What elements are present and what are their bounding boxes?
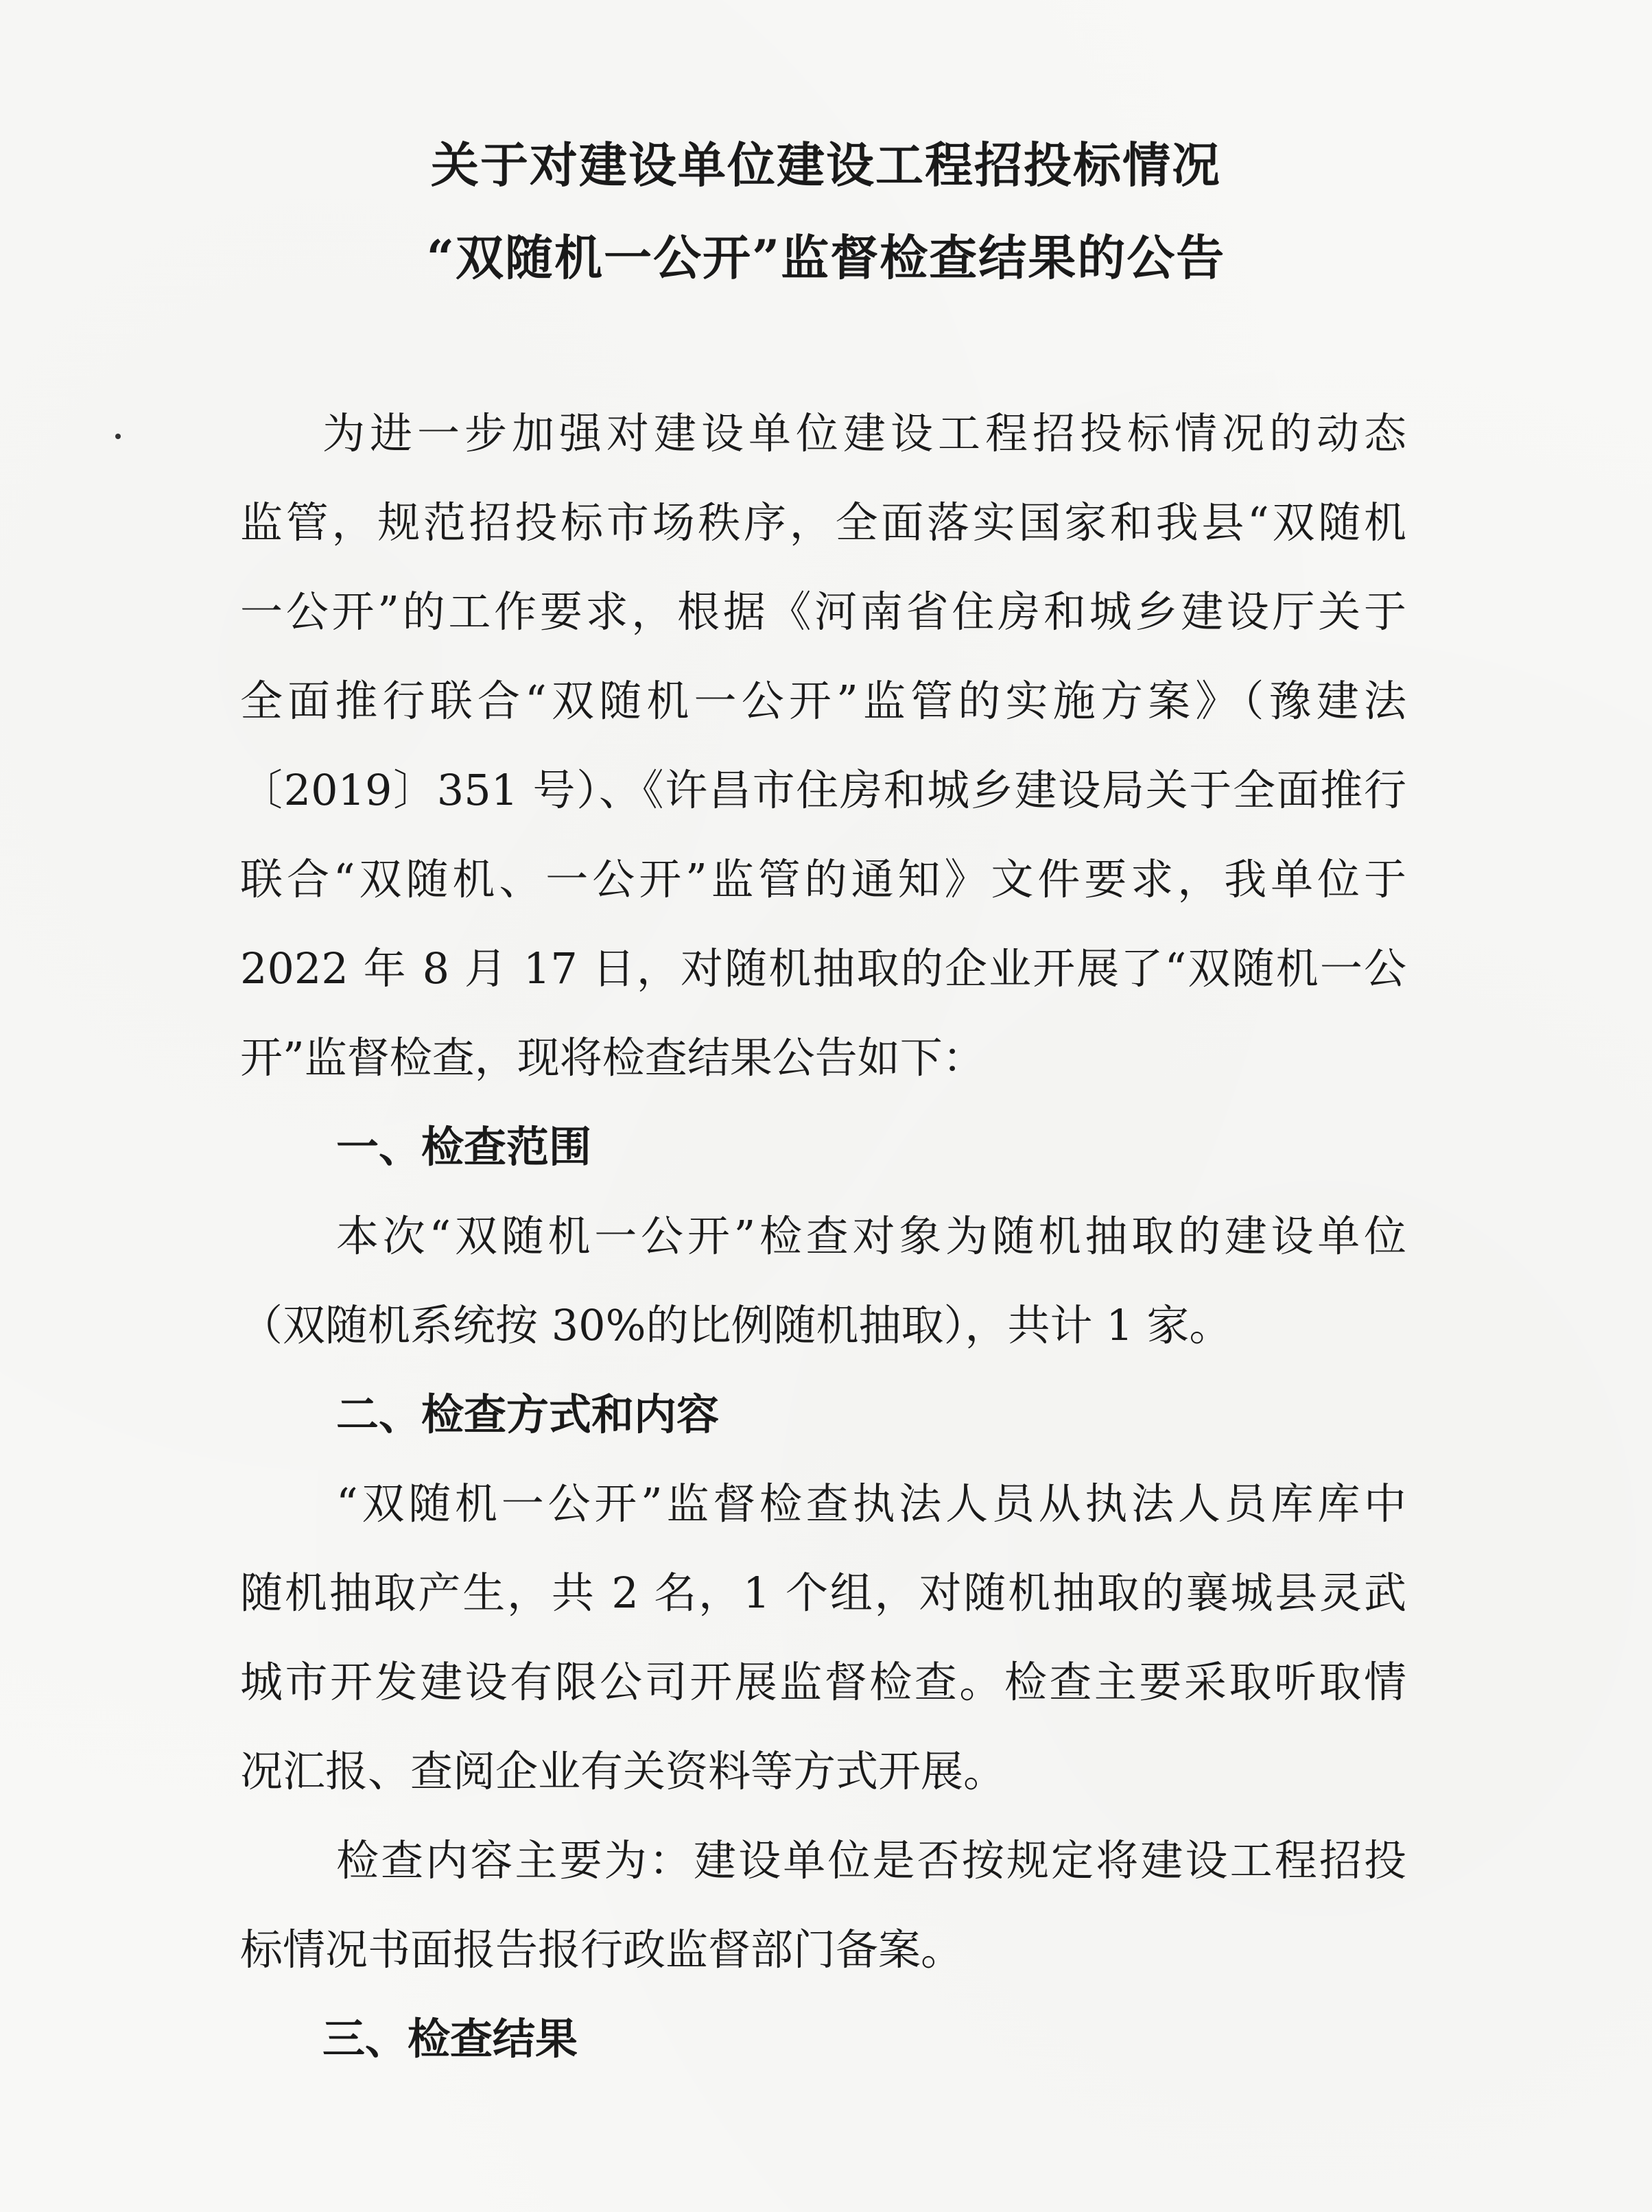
intro-line-4: 全面推行联合“双随机一公开”监管的实施方案》（豫建法 [240,676,1406,726]
intro-line-6: 联合“双随机、一公开”监管的通知》文件要求，我单位于 [240,854,1406,904]
intro-line-8: 开”监督检查，现将检查结果公告如下： [240,1033,985,1083]
scan-speck [115,434,121,439]
section2-line-4: 况汇报、查阅企业有关资料等方式开展。 [240,1746,1006,1796]
section2-line-3: 城市开发建设有限公司开展监督检查。检查主要采取听取情 [240,1657,1406,1707]
section-heading-scope: 一、检查范围 [336,1122,592,1172]
section2b-line-2: 标情况书面报告报行政监督部门备案。 [240,1925,964,1975]
section2b-line-1: 检查内容主要为：建设单位是否按规定将建设工程招投 [336,1835,1406,1885]
intro-line-7: 2022 年 8 月 17 日，对随机抽取的企业开展了“双随机一公 [240,943,1406,993]
section-heading-method: 二、检查方式和内容 [336,1389,720,1439]
document-title-line-1: 关于对建设单位建设工程招投标情况 [431,137,1221,193]
intro-line-1: 为进一步加强对建设单位建设工程招投标情况的动态 [322,408,1406,458]
intro-line-3: 一公开”的工作要求，根据《河南省住房和城乡建设厅关于 [240,587,1406,637]
intro-line-5: 〔2019〕351 号）、《许昌市住房和城乡建设局关于全面推行 [240,765,1406,815]
document-title-line-2: “双随机一公开”监督检查结果的公告 [426,229,1226,286]
section1-line-1: 本次“双随机一公开”检查对象为随机抽取的建设单位 [336,1211,1406,1261]
intro-line-2: 监管，规范招投标市场秩序，全面落实国家和我县“双随机 [240,497,1406,548]
section2-line-1: “双随机一公开”监督检查执法人员从执法人员库库中 [336,1479,1406,1529]
section1-line-2: （双随机系统按 30%的比例随机抽取），共计 1 家。 [240,1300,1232,1350]
section2-line-2: 随机抽取产生，共 2 名，1 个组，对随机抽取的襄城县灵武 [240,1568,1406,1618]
section-heading-results: 三、检查结果 [322,2014,578,2064]
